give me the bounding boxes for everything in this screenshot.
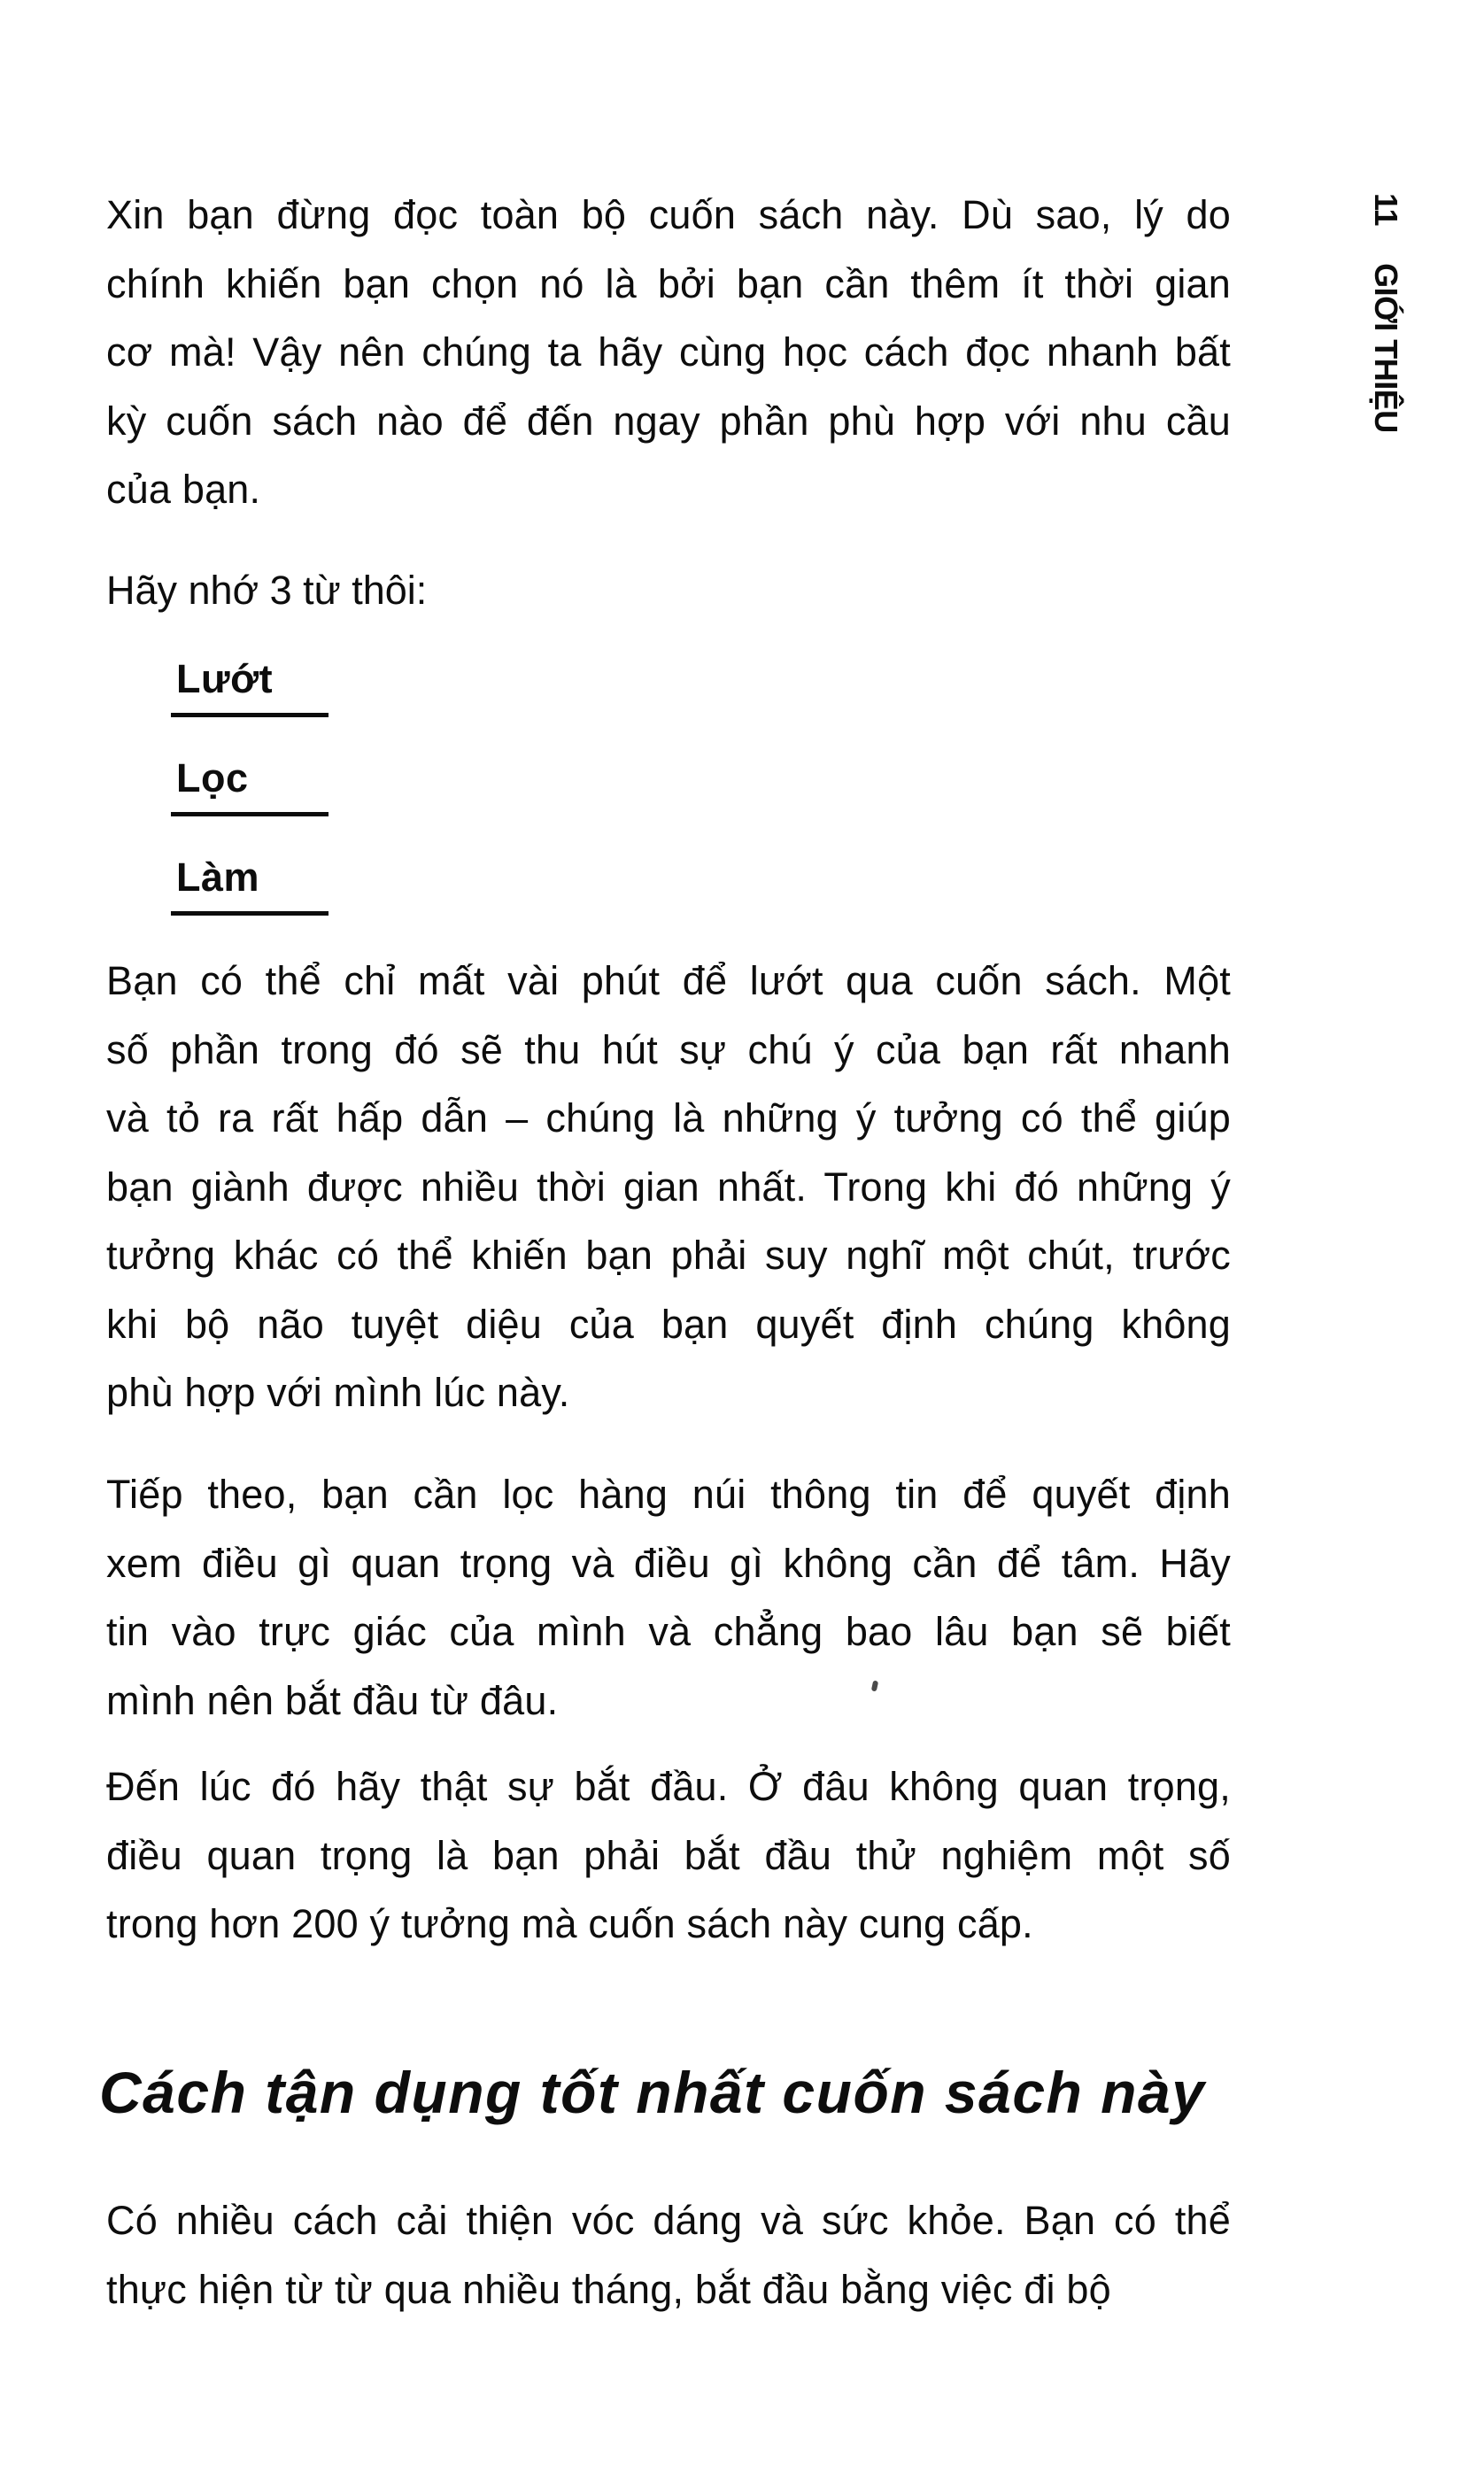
page-number: 11 — [1368, 193, 1404, 227]
body-line: Bạn có thể chỉ mất vài phút để lướt qua cuốn sách. Một — [106, 958, 1231, 1003]
body-line: khi bộ não tuyệt diệu của bạn quyết định chúng không — [106, 1301, 1231, 1347]
keyword-underlined-text: Lướt — [171, 653, 328, 717]
keyword-underlined-text: Làm — [171, 852, 328, 916]
body-line: chính khiến bạn chọn nó là bởi bạn cần thêm ít thời gian — [106, 260, 1231, 306]
body-line: trong hơn 200 ý tưởng mà cuốn sách này cung cấp. — [106, 1901, 1033, 1946]
paragraph-skim — [106, 947, 1231, 1427]
body-line: tin vào trực giác của mình và chẳng bao lâu bạn sẽ biết — [106, 1609, 1231, 1654]
body-line: số phần trong đó sẽ thu hút sự chú ý của bạn rất nhanh — [106, 1026, 1231, 1072]
paragraph-do — [106, 1752, 1231, 1959]
list-intro-label: Hãy nhớ 3 từ thôi: — [106, 568, 428, 613]
body-line: của bạn. — [106, 467, 261, 512]
keyword-loc — [171, 753, 328, 816]
paragraph-intro — [106, 181, 1231, 524]
body-line: và tỏ ra rất hấp dẫn – chúng là những ý tưởng có thể giúp — [106, 1095, 1231, 1141]
section-heading: Cách tận dụng tốt nhất cuốn sách này — [99, 2060, 1206, 2125]
body-line: Tiếp theo, bạn cần lọc hàng núi thông tin để quyết định — [106, 1472, 1231, 1517]
body-line: thực hiện từ từ qua nhiều tháng, bắt đầu bằng việc đi bộ — [106, 2266, 1111, 2312]
section-title: GIỚI THIỆU — [1368, 263, 1404, 433]
body-line: bạn giành được nhiều thời gian nhất. Trong khi đó những ý — [106, 1164, 1231, 1210]
body-line: Có nhiều cách cải thiện vóc dáng và sức khỏe. Bạn có thể — [106, 2198, 1231, 2243]
body-line: tưởng khác có thể khiến bạn phải suy nghĩ một chút, trước — [106, 1233, 1231, 1278]
body-line: mình nên bắt đầu từ đâu. — [106, 1677, 559, 1723]
body-line: kỳ cuốn sách nào để đến ngay phần phù hợp với nhu cầu — [106, 398, 1231, 444]
paragraph-usage — [106, 2186, 1231, 2324]
keyword-lam — [171, 852, 328, 916]
body-line: Đến lúc đó hãy thật sự bắt đầu. Ở đâu không quan trọng, — [106, 1764, 1231, 1809]
body-line: cơ mà! Vậy nên chúng ta hãy cùng học cách đọc nhanh bất — [106, 329, 1231, 375]
body-line: Xin bạn đừng đọc toàn bộ cuốn sách này. Dù sao, lý do — [106, 192, 1231, 237]
margin-label — [1367, 193, 1404, 433]
keyword-luot — [171, 653, 328, 717]
keyword-underlined-text: Lọc — [171, 753, 328, 816]
body-line: phù hợp với mình lúc này. — [106, 1370, 570, 1415]
paragraph-filter — [106, 1460, 1231, 1735]
body-line: điều quan trọng là bạn phải bắt đầu thử nghiệm một số — [106, 1832, 1231, 1878]
body-line: xem điều gì quan trọng và điều gì không cần để tâm. Hãy — [106, 1540, 1231, 1586]
